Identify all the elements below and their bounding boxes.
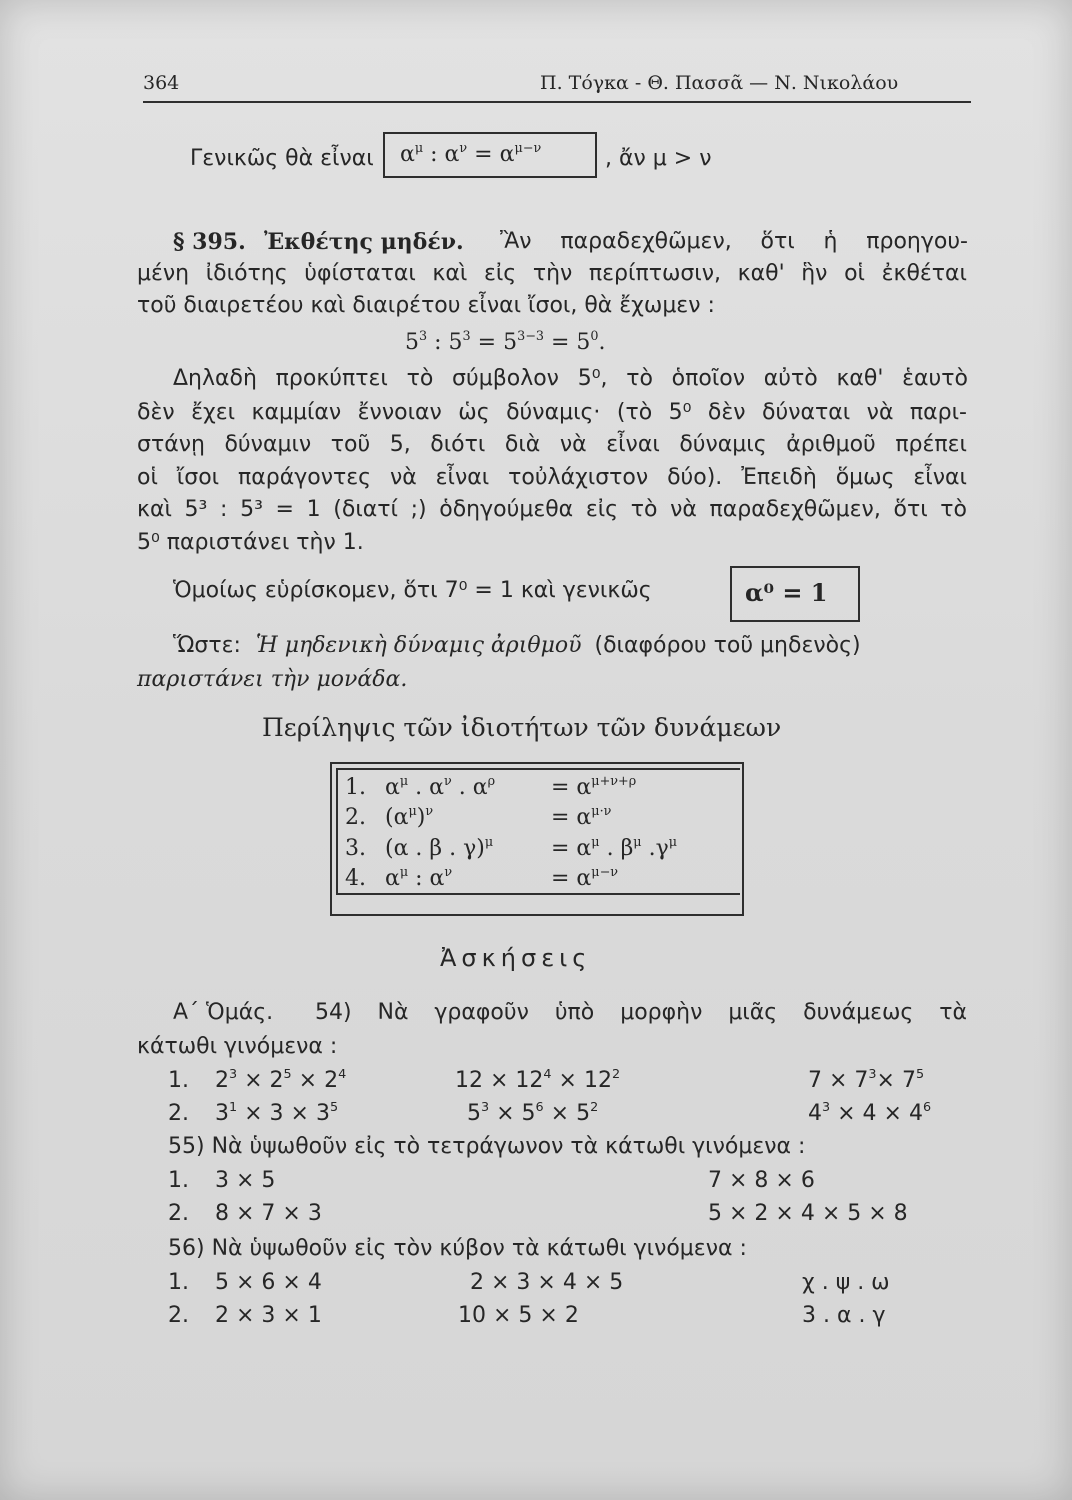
summary-row-lhs: $(\alpha^\mu)^\nu$ [385, 803, 434, 830]
ex55-row-2-b: 5 × 2 × 4 × 5 × 8 [708, 1201, 908, 1226]
conclusion-italic: Ἡ μηδενικὴ δύναμις ἀριθμοῦ [255, 633, 582, 658]
summary-box-inner-bottom [336, 893, 740, 895]
general-rule-lead: Γενικῶς θὰ εἶναι [190, 146, 374, 171]
ex56-row-1-c: χ . ψ . ω [802, 1270, 890, 1295]
ex56-row-2-c: 3 . α . γ [802, 1303, 886, 1328]
ex54-row-1-a: $2^3 \times 2^5 \times 2^4$ [215, 1066, 347, 1093]
summary-title: Περίληψις τῶν ἰδιοτήτων τῶν δυνάμεων [262, 713, 782, 742]
ex56-row-1-a: 5 × 6 × 4 [215, 1270, 322, 1295]
ex54-row-2-b: $5^3 \times 5^6 \times 5^2$ [467, 1099, 599, 1126]
ex54-row-1-number: 1. [168, 1068, 189, 1093]
ex54-row-1-b: $12 \times 12^4 \times 12^2$ [455, 1066, 621, 1093]
summary-row-4 [345, 864, 619, 891]
summary-row-lhs: $\alpha^\mu$ : $\alpha^\nu$ [385, 864, 453, 891]
ex55-row-2-a: 8 × 7 × 3 [215, 1201, 322, 1226]
summary-row-lhs: (α . β . γ)$^\mu$ [385, 834, 494, 861]
summary-row-number: 3. [345, 836, 366, 861]
exercise-group-label: Α΄ Ὁμάς. [173, 1000, 274, 1025]
summary-row-rhs: = $\alpha^{\mu+\nu+\rho}$ [551, 773, 637, 800]
similarly-line: Ὁμοίως εὑρίσκομεν, ὅτι 7⁰ = 1 καὶ γενικῶς [173, 578, 652, 603]
summary-row-rhs: = $\alpha^{\mu-\nu}$ [551, 864, 619, 891]
formula-zero-exponent: $5^3$ : $5^3 = 5^{3-3} = 5^0$. [405, 328, 606, 355]
section-intro-line-3: τοῦ διαιρετέου καὶ διαιρέτου εἶναι ἴσοι, θὰ ἔχωμεν : [137, 293, 715, 318]
conclusion-line-2: παριστάνει τὴν μονάδα. [137, 667, 408, 692]
ex54-row-2-a: $3^1 \times 3 \times 3^5$ [215, 1099, 339, 1126]
summary-row-number: 1. [345, 775, 366, 800]
exercise-55-statement: 55) Νὰ ὑψωθοῦν εἰς τὸ τετράγωνον τὰ κάτωθι γινόμενα : [168, 1134, 806, 1159]
conclusion-lead: Ὥστε: [173, 633, 241, 658]
paragraph-line-2: δὲν ἔχει καμμίαν ἔννοιαν ὡς δύναμις· (τὸ 5⁰ δὲν δύναται νὰ παρι- [137, 400, 967, 425]
ex54-row-2-number: 2. [168, 1101, 189, 1126]
summary-box-inner-top [336, 768, 740, 770]
exercise-56-statement: 56) Νὰ ὑψωθοῦν εἰς τὸν κύβον τὰ κάτωθι γινόμενα : [168, 1236, 747, 1261]
paragraph-line-6: 5⁰ παριστάνει τὴν 1. [137, 530, 364, 555]
page-number: 364 [143, 72, 180, 94]
ex55-row-1-a: 3 × 5 [215, 1168, 276, 1193]
summary-row-2 [345, 803, 612, 830]
section-intro-line-2: μένη ἰδιότης ὑφίσταται καὶ εἰς τὴν περίπτωσιν, καθ' ἣν οἱ ἐκθέται [137, 261, 967, 286]
paragraph-line-5: καὶ 5³ : 5³ = 1 (διατί ;) ὁδηγούμεθα εἰς τὸ νὰ παραδεχθῶμεν, ὅτι τὸ [137, 497, 967, 522]
exercise-54-line-1: 54) Νὰ γραφοῦν ὑπὸ μορφὴν μιᾶς δυνάμεως τὰ [315, 1000, 967, 1025]
paragraph-line-1: Δηλαδὴ προκύπτει τὸ σύμβολον 5⁰, τὸ ὁποῖον αὐτὸ καθ' ἑαυτὸ [173, 366, 968, 391]
paragraph-line-3: στάνῃ δύναμιν τοῦ 5, διότι διὰ νὰ εἶναι δύναμις ἀριθμοῦ πρέπει [137, 432, 967, 457]
ex55-row-1-number: 1. [168, 1168, 189, 1193]
conclusion-line-1 [173, 633, 968, 658]
section-intro-line-1: Ἂν παραδεχθῶμεν, ὅτι ἡ προηγου- [500, 229, 968, 254]
ex55-row-1-b: 7 × 8 × 6 [708, 1168, 815, 1193]
ex55-row-2-number: 2. [168, 1201, 189, 1226]
header-rule [143, 101, 971, 103]
ex56-row-2-a: 2 × 3 × 1 [215, 1303, 322, 1328]
summary-row-number: 4. [345, 866, 366, 891]
summary-row-rhs: = $\alpha^\mu$ . $\beta^\mu$ $.\gamma^\mu$ [551, 834, 678, 861]
ex56-row-1-b: 2 × 3 × 4 × 5 [470, 1270, 624, 1295]
summary-row-1 [345, 773, 637, 800]
ex56-row-2-b: 10 × 5 × 2 [458, 1303, 579, 1328]
paragraph-line-4: οἱ ἴσοι παράγοντες νὰ εἶναι τοὐλάχιστον δύο). Ἐπειδὴ ὅμως εἶναι [137, 465, 967, 490]
boxed-rule-zero-power: α⁰ = 1 [745, 578, 828, 607]
running-head-authors: Π. Τόγκα - Θ. Πασσᾶ — Ν. Νικολάου [540, 72, 899, 94]
summary-row-rhs: = $\alpha^{\mu\cdot\nu}$ [551, 803, 612, 830]
summary-row-number: 2. [345, 805, 366, 830]
summary-box-inner-left [336, 768, 338, 894]
general-rule-condition: , ἄν μ > ν [605, 146, 712, 171]
ex56-row-1-number: 1. [168, 1270, 189, 1295]
ex56-row-2-number: 2. [168, 1303, 189, 1328]
conclusion-rest: (διαφόρου τοῦ μηδενὸς) [594, 633, 861, 658]
exercises-heading: Ἀσκήσεις [440, 944, 592, 972]
section-title: Ἐκθέτης μηδέν. [264, 229, 464, 255]
summary-row-lhs: $\alpha^\mu$ . $\alpha^\nu$ . $\alpha^\rho$ [385, 773, 496, 800]
formula-general-division: $\alpha^\mu$ : $\alpha^\nu = \alpha^{\mu-\nu}$ [400, 140, 542, 167]
summary-row-3 [345, 834, 678, 861]
ex54-row-1-c: $7 \times 7^3\times 7^5$ [808, 1066, 925, 1093]
section-number: § 395. [173, 229, 246, 255]
ex54-row-2-c: $4^3 \times 4 \times 4^6$ [808, 1099, 932, 1126]
exercise-54-line-2: κάτωθι γινόμενα : [137, 1034, 338, 1059]
